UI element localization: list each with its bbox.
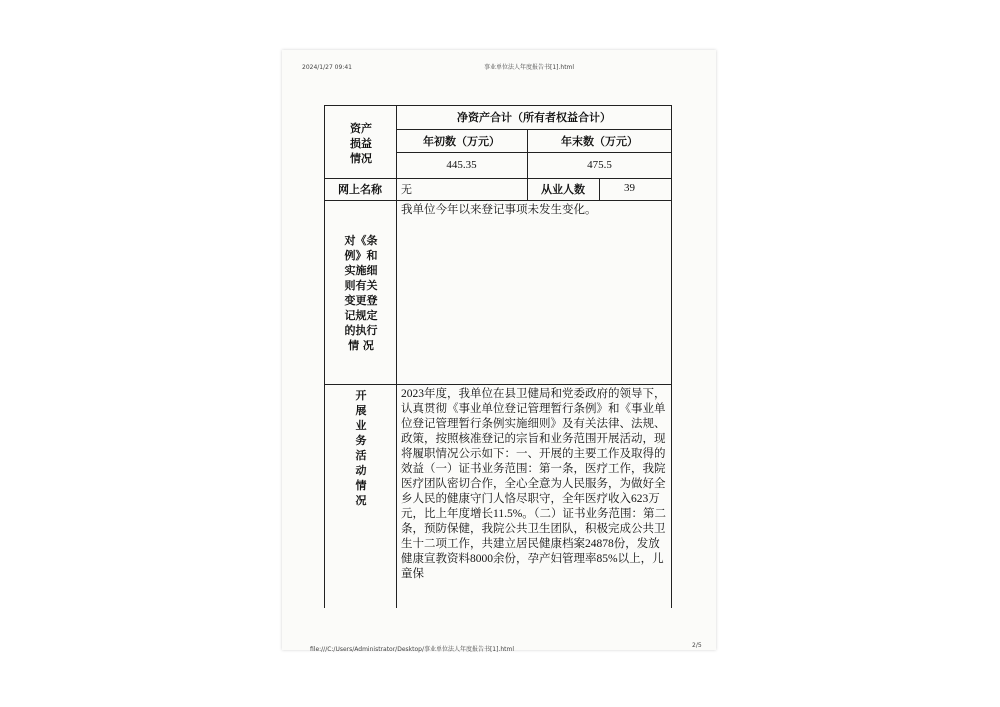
page-number: 2/5 xyxy=(692,642,702,649)
begin-year-label: 年初数（万元） xyxy=(423,135,500,148)
regulation-content: 我单位今年以来登记事项未发生变化。 xyxy=(401,204,597,216)
staff-count-label: 从业人数 xyxy=(541,183,585,196)
activities-content: 2023年度，我单位在县卫健局和党委政府的领导下，认真贯彻《事业单位登记管理暂行条例》和《事业单位登记管理暂行条例实施细则》及有关法律、法规、政策，按照核准登记的宗旨和业务范围开展活动，现将履职情况公示如下：一、开展的主要工作及取得的效益（一）证书业务范围：第一条，医疗工作，我院医疗团队密切合作，全心全意为人民服务，为做好全乡人民的健康守门人恪尽职守，全年医疗收入623万元，比上年度增长11.5%。（二）证书业务范围：第二条，预防保健，我院公共卫生团队，积极完成公共卫生十二项工作，共建立居民健康档案24878份，发放健康宣教资料8000余份，孕产妇管理率85%以上，儿童保 xyxy=(401,388,667,580)
staff-count-value: 39 xyxy=(624,182,635,194)
regulation-label: 对《条 例》和 实施细 则有关 变更登 记规定 的执行 情 况 xyxy=(344,234,378,352)
print-title: 事业单位法人年度报告书[1].html xyxy=(484,64,575,71)
net-assets-header: 净资产合计（所有者权益合计） xyxy=(457,111,611,124)
online-name-value: 无 xyxy=(401,183,412,196)
end-year-label: 年末数（万元） xyxy=(561,135,638,148)
footer-path: file:///C:/Users/Administrator/Desktop/事业单位法人年度报告书[1].html xyxy=(310,646,515,653)
activities-label: 开 展 业 务 活 动 情 况 xyxy=(355,389,367,507)
print-timestamp: 2024/1/27 09:41 xyxy=(302,64,352,71)
online-name-label: 网上名称 xyxy=(338,183,382,196)
begin-year-value: 445.35 xyxy=(446,159,477,171)
assets-label: 资产 损益 情况 xyxy=(350,122,372,165)
end-year-value: 475.5 xyxy=(587,159,612,171)
